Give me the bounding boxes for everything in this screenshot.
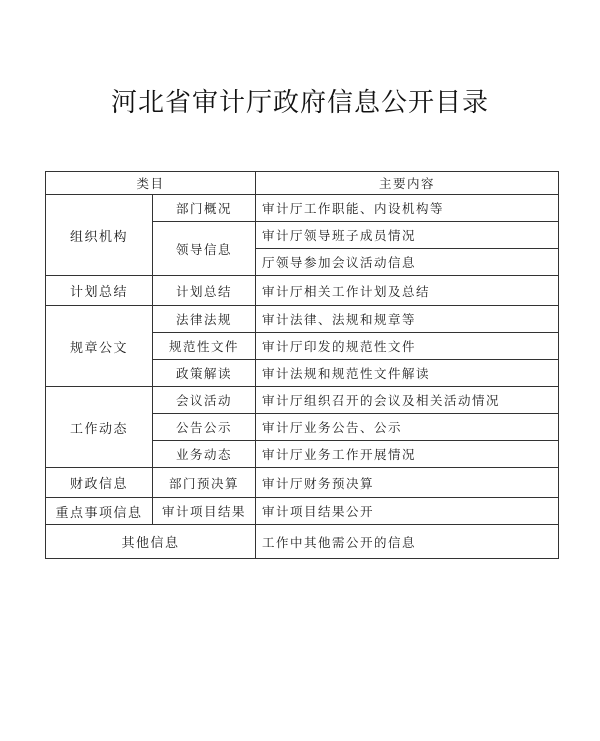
category-cell: 其他信息 (46, 525, 256, 559)
category-cell: 计划总结 (46, 276, 153, 306)
category-cell: 规章公文 (46, 306, 153, 387)
table-row (46, 306, 559, 333)
table-row (46, 195, 559, 222)
subcategory-cell: 规范性文件 (153, 333, 256, 360)
content-cell: 审计厅印发的规范性文件 (256, 333, 559, 360)
subcategory-cell: 部门概况 (153, 195, 256, 222)
category-cell: 财政信息 (46, 468, 153, 498)
directory-table (45, 171, 559, 559)
content-cell: 工作中其他需公开的信息 (256, 525, 559, 559)
content-cell: 审计厅领导班子成员情况 (256, 222, 559, 249)
subcategory-cell: 会议活动 (153, 387, 256, 414)
content-cell: 审计厅业务公告、公示 (256, 414, 559, 441)
subcategory-cell: 计划总结 (153, 276, 256, 306)
content-cell: 审计项目结果公开 (256, 498, 559, 525)
content-cell: 审计厅组织召开的会议及相关活动情况 (256, 387, 559, 414)
page-title: 河北省审计厅政府信息公开目录 (110, 88, 489, 118)
subcategory-cell: 审计项目结果 (153, 498, 256, 525)
table-row (46, 468, 559, 498)
content-cell: 审计厅业务工作开展情况 (256, 441, 559, 468)
subcategory-cell: 政策解读 (153, 360, 256, 387)
table-row (46, 276, 559, 306)
subcategory-cell: 部门预决算 (153, 468, 256, 498)
category-cell: 组织机构 (46, 195, 153, 276)
category-cell: 工作动态 (46, 387, 153, 468)
content-cell: 审计法规和规范性文件解读 (256, 360, 559, 387)
content-cell: 审计法律、法规和规章等 (256, 306, 559, 333)
content-cell: 厅领导参加会议活动信息 (256, 249, 559, 276)
subcategory-cell: 业务动态 (153, 441, 256, 468)
subcategory-cell: 领导信息 (153, 222, 256, 276)
category-cell: 重点事项信息 (46, 498, 153, 525)
header-content: 主要内容 (256, 172, 559, 195)
header-category: 类目 (46, 172, 256, 195)
content-cell: 审计厅财务预决算 (256, 468, 559, 498)
table-row (46, 387, 559, 414)
table-header-row (46, 172, 559, 195)
content-cell: 审计厅相关工作计划及总结 (256, 276, 559, 306)
subcategory-cell: 法律法规 (153, 306, 256, 333)
table-row (46, 498, 559, 525)
content-cell: 审计厅工作职能、内设机构等 (256, 195, 559, 222)
subcategory-cell: 公告公示 (153, 414, 256, 441)
table-row (46, 525, 559, 559)
